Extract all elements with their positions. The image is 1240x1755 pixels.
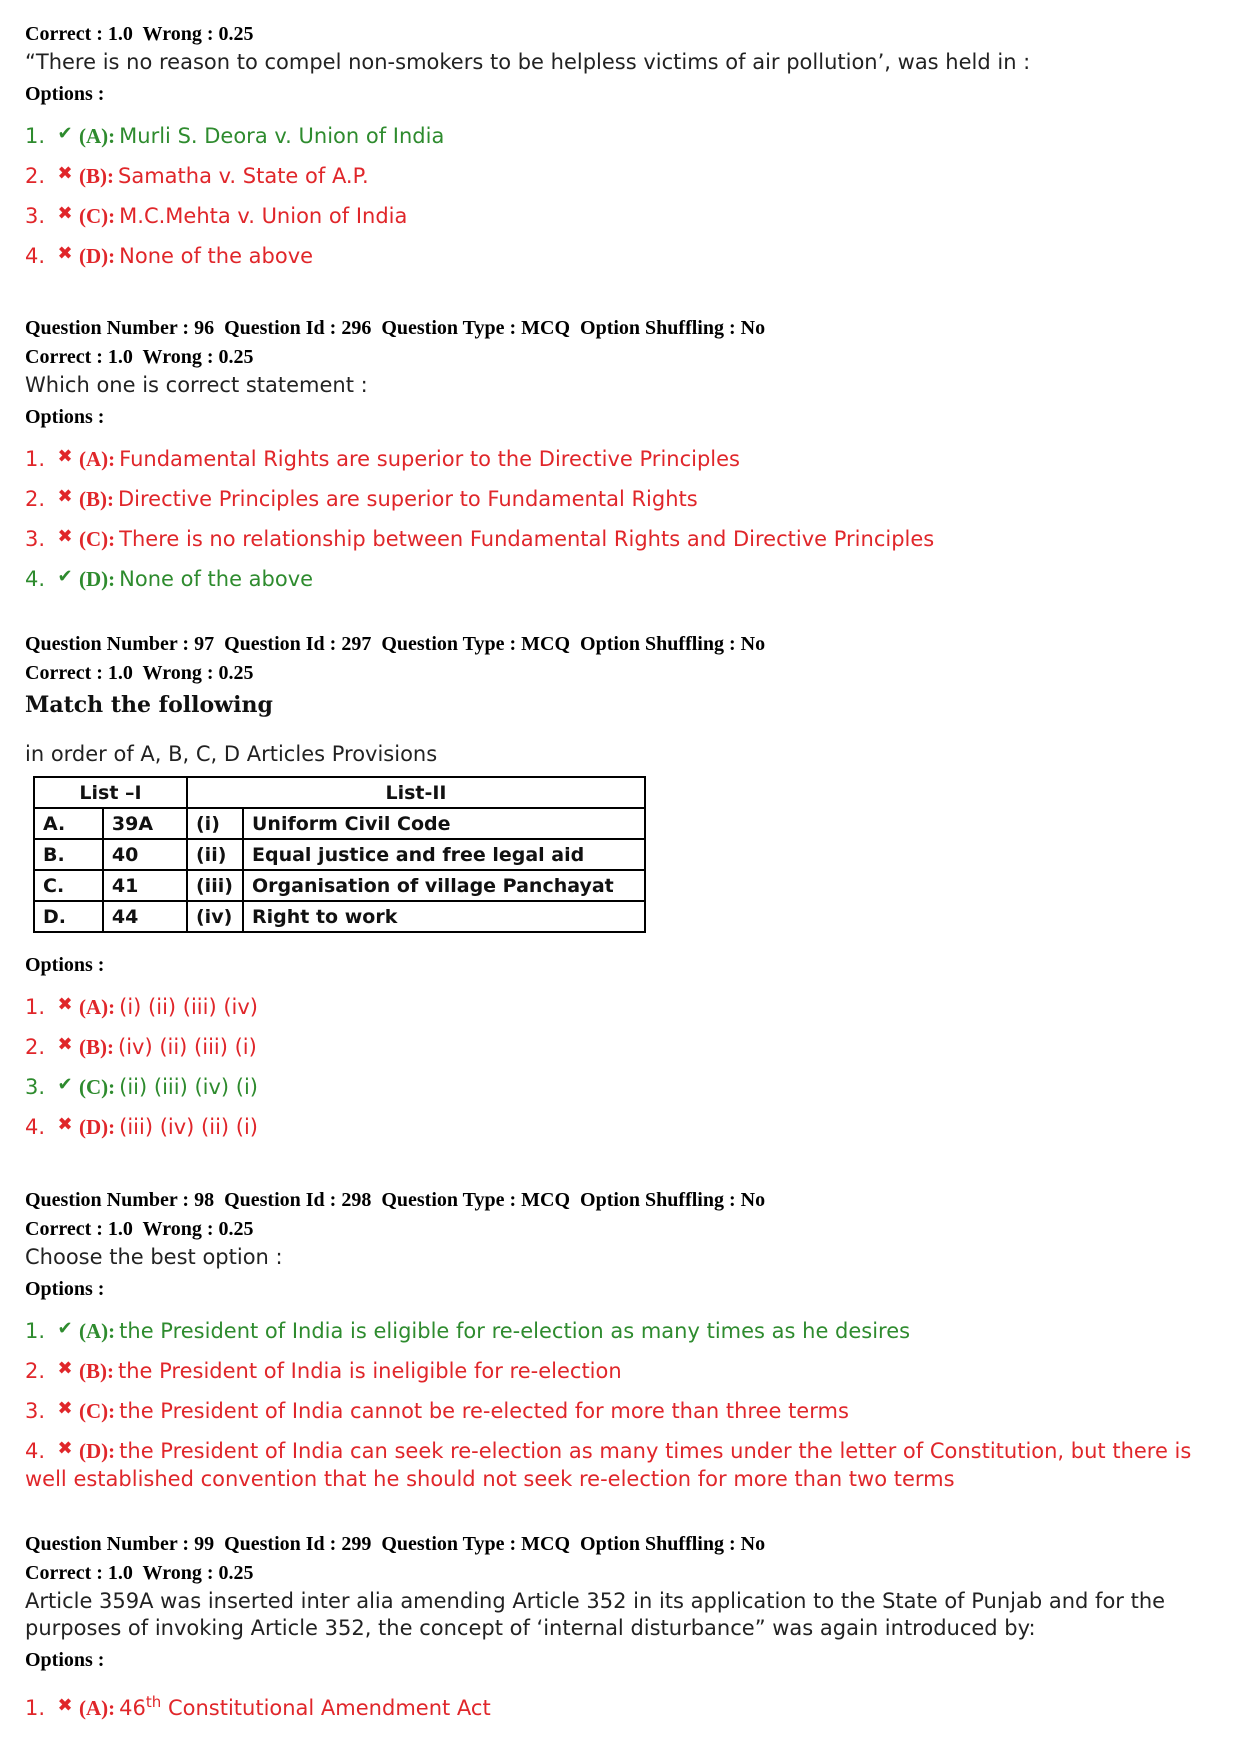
cross-icon: ✖ [57, 446, 73, 467]
question-text: Match the following [25, 692, 273, 718]
option-c: 3. ✖ (C): the President of India cannot be re-elected for more than three terms [25, 1398, 1215, 1426]
question-header: Question Number : 96 Question Id : 296 Question Type : MCQ Option Shuffling : No [25, 317, 766, 339]
check-icon: ✔ [57, 566, 73, 587]
table-row [34, 901, 645, 932]
table-cell: Right to work [243, 901, 645, 932]
table-cell: (i) [187, 808, 243, 839]
score-line: Correct : 1.0 Wrong : 0.25 [25, 1218, 254, 1240]
cross-icon: ✖ [57, 163, 73, 184]
question-97 [25, 630, 1215, 1142]
table-cell: 39A [103, 808, 187, 839]
option-d: 4. ✖ (D): (iii) (iv) (ii) (i) [25, 1114, 1215, 1142]
option-b: 2. ✖ (B): the President of India is ineligible for re-election [25, 1358, 1215, 1386]
cross-icon: ✖ [57, 1034, 73, 1055]
table-header-list-1: List –I [34, 777, 187, 808]
question-header: Question Number : 98 Question Id : 298 Question Type : MCQ Option Shuffling : No [25, 1189, 766, 1211]
table-header-list-2: List-II [187, 777, 645, 808]
score-line: Correct : 1.0 Wrong : 0.25 [25, 346, 254, 368]
option-c: 3. ✖ (C): M.C.Mehta v. Union of India [25, 203, 1215, 231]
table-cell: D. [34, 901, 103, 932]
score-line: Correct : 1.0 Wrong : 0.25 [25, 1562, 254, 1584]
table-row [34, 870, 645, 901]
option-d: 4. ✔ (D): None of the above [25, 566, 1215, 594]
question-text: Choose the best option : [25, 1245, 283, 1269]
table-cell: 40 [103, 839, 187, 870]
option-a: 1. ✖ (A): Fundamental Rights are superior to the Directive Principles [25, 446, 1215, 474]
check-icon: ✔ [57, 1074, 73, 1095]
option-d: 4. ✖ (D): None of the above [25, 243, 1215, 271]
options-label: Options : [25, 1278, 105, 1300]
question-subtext: in order of A, B, C, D Articles Provisions [25, 742, 438, 766]
table-cell: B. [34, 839, 103, 870]
option-a: 1. ✖ (A): 46th Constitutional Amendment Act [25, 1693, 491, 1720]
table-cell: A. [34, 808, 103, 839]
cross-icon: ✖ [57, 243, 73, 264]
question-text: “There is no reason to compel non-smokers to be helpless victims of air pollution’, was held in : [25, 50, 1031, 74]
cross-icon: ✖ [57, 1438, 73, 1459]
cross-icon: ✖ [57, 203, 73, 224]
option-d: 4. ✖ (D): the President of India can seek re-election as many times under the letter of Constitution, but there is well established convention that he should not seek re-election for more than two terms [25, 1438, 1215, 1493]
question-96 [25, 314, 1215, 594]
question-text: Article 359A was inserted inter alia amending Article 352 in its application to the State of Punjab and for the purposes of invoking Article 352, the concept of ‘internal disturbance” was again introduced by: [25, 1589, 1166, 1640]
options-label: Options : [25, 83, 105, 105]
question-95 [25, 20, 1215, 271]
cross-icon: ✖ [57, 486, 73, 507]
table-cell: (iv) [187, 901, 243, 932]
check-icon: ✔ [57, 1318, 73, 1339]
option-b: 2. ✖ (B): (iv) (ii) (iii) (i) [25, 1034, 1215, 1062]
table-cell: C. [34, 870, 103, 901]
option-a: 1. ✖ (A): (i) (ii) (iii) (iv) [25, 994, 1215, 1022]
score-line: Correct : 1.0 Wrong : 0.25 [25, 23, 254, 45]
cross-icon: ✖ [57, 1398, 73, 1419]
question-header: Question Number : 99 Question Id : 299 Question Type : MCQ Option Shuffling : No [25, 1533, 766, 1555]
options-label: Options : [25, 406, 105, 428]
option-c: 3. ✔ (C): (ii) (iii) (iv) (i) [25, 1074, 1215, 1102]
table-cell: (ii) [187, 839, 243, 870]
option-a: 1. ✔ (A): Murli S. Deora v. Union of India [25, 123, 1215, 151]
table-cell: 44 [103, 901, 187, 932]
cross-icon: ✖ [57, 1358, 73, 1379]
question-text: Which one is correct statement : [25, 373, 368, 397]
table-cell: Organisation of village Panchayat [243, 870, 645, 901]
score-line: Correct : 1.0 Wrong : 0.25 [25, 662, 254, 684]
option-c: 3. ✖ (C): There is no relationship between Fundamental Rights and Directive Principles [25, 526, 1215, 554]
options-label: Options : [25, 954, 105, 976]
table-row [34, 808, 645, 839]
table-cell: Equal justice and free legal aid [243, 839, 645, 870]
match-table [33, 776, 646, 933]
table-cell: Uniform Civil Code [243, 808, 645, 839]
option-b: 2. ✖ (B): Directive Principles are superior to Fundamental Rights [25, 486, 1215, 514]
table-row [34, 839, 645, 870]
cross-icon: ✖ [57, 1695, 73, 1716]
question-99 [25, 1530, 1215, 1723]
check-icon: ✔ [57, 123, 73, 144]
option-a: 1. ✔ (A): the President of India is eligible for re-election as many times as he desires [25, 1318, 1215, 1346]
options-label: Options : [25, 1649, 105, 1671]
table-header-row [34, 777, 645, 808]
cross-icon: ✖ [57, 1114, 73, 1135]
question-header: Question Number : 97 Question Id : 297 Question Type : MCQ Option Shuffling : No [25, 633, 766, 655]
option-b: 2. ✖ (B): Samatha v. State of A.P. [25, 163, 1215, 191]
table-cell: 41 [103, 870, 187, 901]
cross-icon: ✖ [57, 526, 73, 547]
question-98 [25, 1186, 1215, 1493]
table-cell: (iii) [187, 870, 243, 901]
cross-icon: ✖ [57, 994, 73, 1015]
